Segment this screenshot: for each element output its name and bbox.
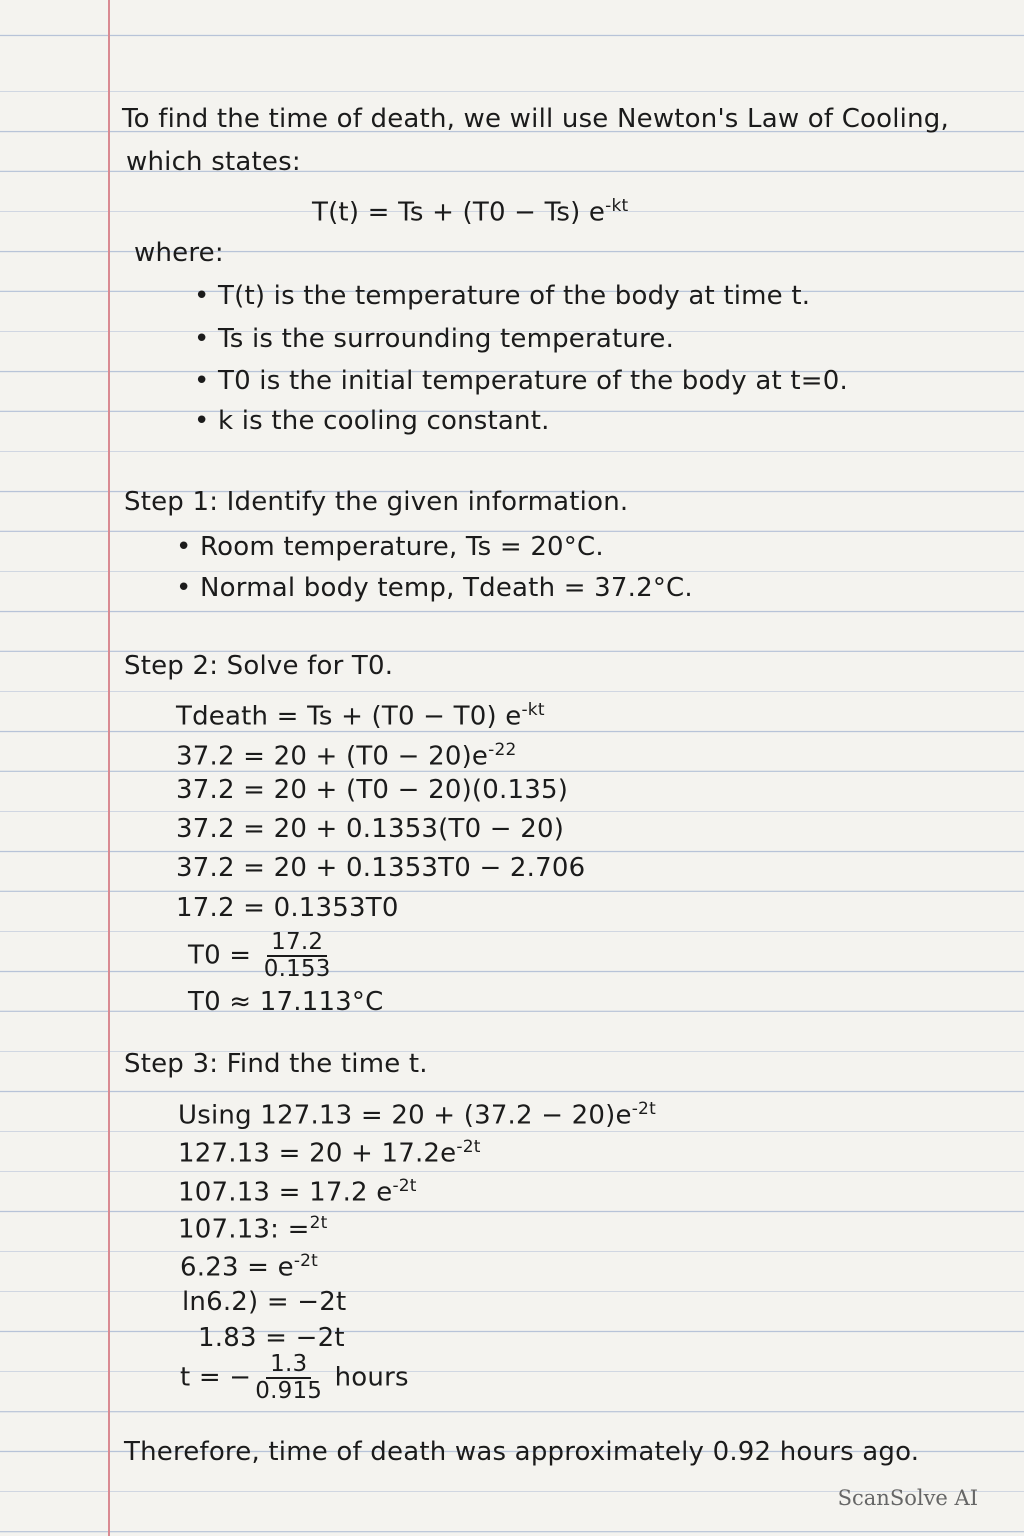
- step2-equation: Tdeath = Ts + (T0 − T0) $e^{-kt}$: [176, 700, 545, 732]
- step2-equation: $37.2 = 20 + (T0 - 20)e^{-22}$: [176, 740, 517, 772]
- step3-equation: ln6.2) = −2t: [182, 1287, 347, 1317]
- step1-item: • Room temperature, Ts = 20°C.: [176, 532, 604, 562]
- step2-title: Step 2: Solve for T0.: [124, 651, 394, 681]
- step1-title: Step 1: Identify the given information.: [124, 487, 629, 517]
- cooling-formula: T(t) = Ts + (T0 − Ts) $e^{-kt}$: [312, 196, 629, 228]
- definition-item: • T0 is the initial temperature of the body at t=0.: [194, 366, 848, 396]
- fraction-denominator: 0.915: [255, 1378, 323, 1404]
- step3-equation: 107.13 = 17.2 $e^{-2t}$: [178, 1176, 417, 1208]
- watermark: ScanSolve AI: [837, 1486, 978, 1510]
- step3-equation: Using $127.13 = 20 + (37.2 - 20)e^{-2t}$: [178, 1099, 656, 1131]
- step2-result: T0 ≈ 17.113°C: [188, 987, 384, 1017]
- step2-equation: 37.2 = 20 + (T0 − 20)(0.135): [176, 775, 569, 805]
- step3-equation: 107.13: =$^{2t}$: [178, 1213, 328, 1245]
- step2-equation: 37.2 = 20 + 0.1353T0 − 2.706: [176, 853, 586, 883]
- step3-equation: $127.13 = 20 + 17.2e^{-2t}$: [178, 1137, 481, 1169]
- where-label: where:: [134, 238, 224, 268]
- step1-item: • Normal body temp, Tdeath = 37.2°C.: [176, 573, 693, 603]
- step3-title: Step 3: Find the time t.: [124, 1049, 428, 1079]
- fraction-numerator: 17.2: [267, 930, 327, 957]
- step2-equation: 17.2 = 0.1353T0: [176, 893, 399, 923]
- step2-equation: 37.2 = 20 + 0.1353(T0 − 20): [176, 814, 565, 844]
- intro-line-2: which states:: [126, 147, 301, 177]
- fraction-numerator: 1.3: [266, 1352, 311, 1379]
- intro-line-1: To find the time of death, we will use Newton's Law of Cooling,: [122, 104, 949, 134]
- definition-item: • T(t) is the temperature of the body at time t.: [194, 281, 811, 311]
- step2-fraction: T0 = $\frac{17.2}{0.153}$: [188, 930, 335, 982]
- conclusion: Therefore, time of death was approximately 0.92 hours ago.: [124, 1437, 920, 1467]
- step3-equation: 1.83 = −2t: [198, 1323, 345, 1353]
- fraction-denominator: 0.153: [263, 956, 331, 982]
- margin-line: [108, 0, 110, 1536]
- definition-item: • Ts is the surrounding temperature.: [194, 324, 675, 354]
- definition-item: • k is the cooling constant.: [194, 406, 550, 436]
- step3-answer: t = − $\frac{1.3}{0.915}$ hours: [180, 1351, 409, 1404]
- step3-equation: $6.23 = e^{-2t}$: [180, 1251, 319, 1283]
